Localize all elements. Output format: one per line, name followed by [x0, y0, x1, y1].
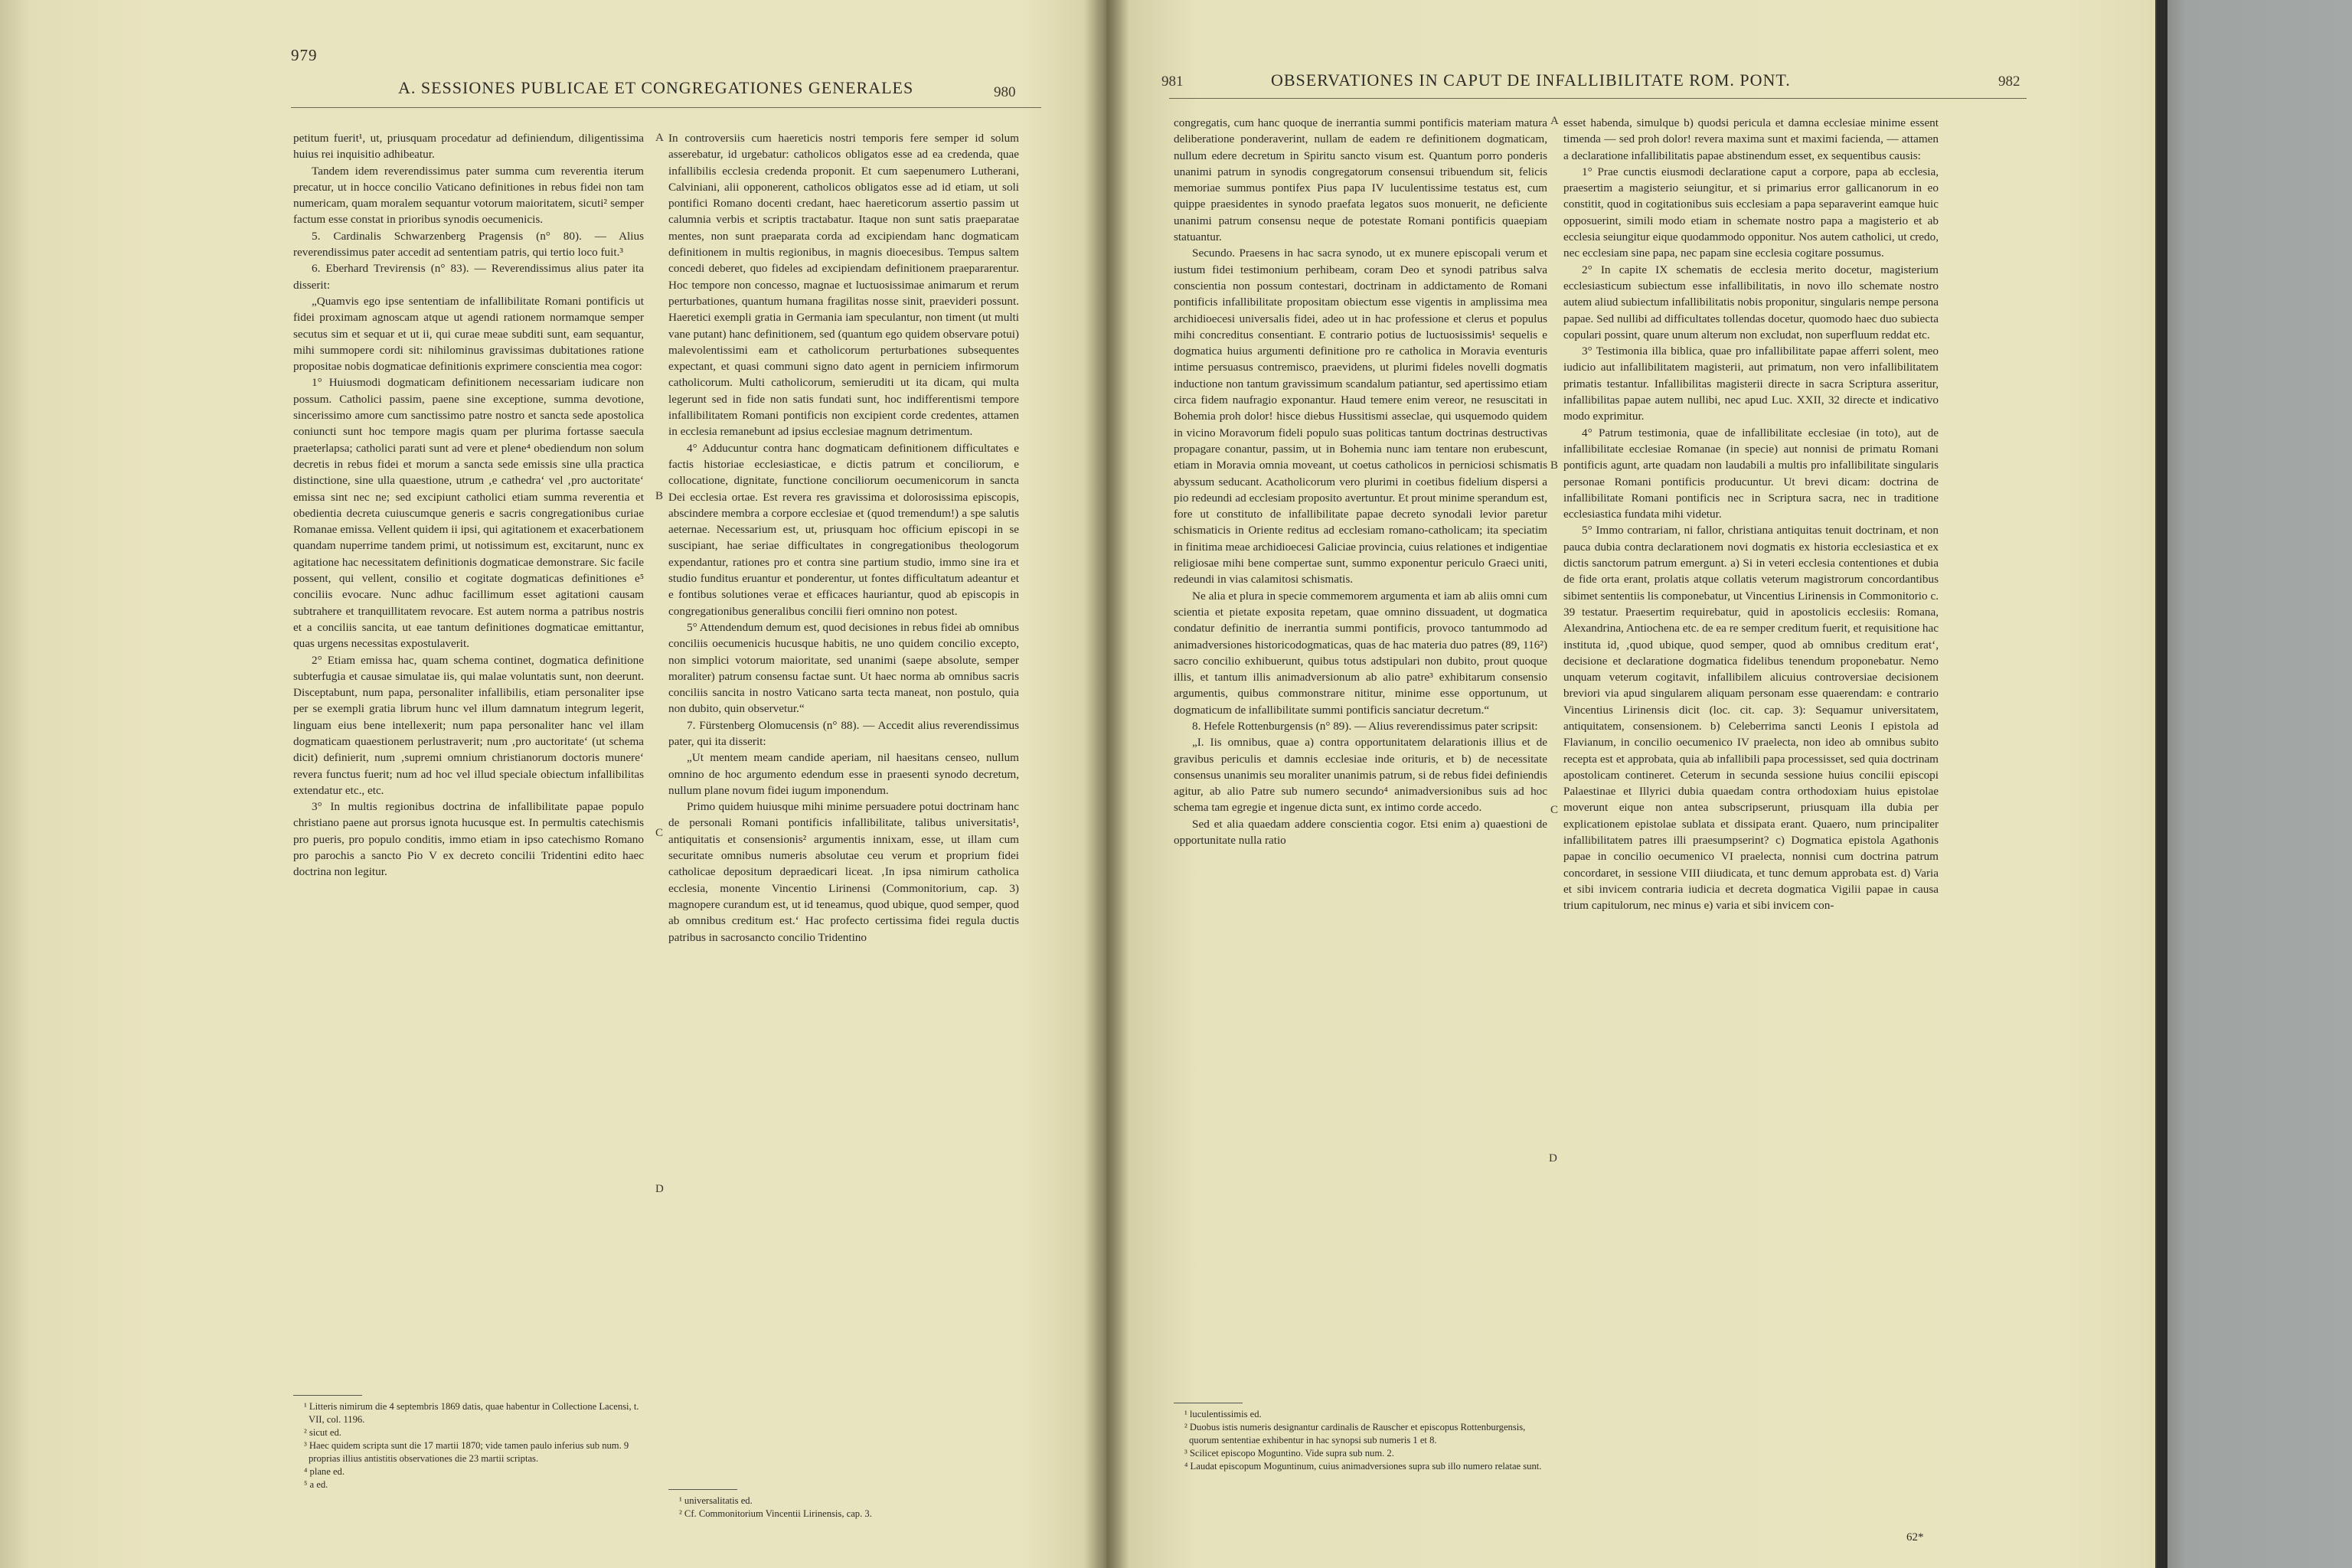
paragraph: 8. Hefele Rottenburgensis (n° 89). — Alius reverendissimus pater scripsit: [1192, 719, 1538, 733]
footnote: ³ Scilicet episcopo Moguntino. Vide supra sub num. 2. [1184, 1448, 1394, 1459]
header-rule [291, 107, 1041, 108]
paragraph: In controversiis cum haereticis nostri temporis fere semper id solum asserebatur, id urgebatur: catholicos obligatos esse ad ea credenda, quae infallibilis ecclesia credenda proponit. Et cum saepenumero Lutherani, Calviniani, alii opponerent, catholicos obligatos esse ad id etiam, ut soli pontifici Romano docenti credant, haec haereticorum assertio passim ut calumnia verbis et scriptis tractabatur. Itaque non sunt satis praeparatae mentes, non sunt praeparata corda ad excipiendam hanc dogmaticam definitionem in multis regionibus, in magnis dioecesibus. Tempus saltem concedi deberet, quo fideles ad excipiendam definitionem praepararentur. Hoc tempore non concesso, magnae et luctuosissimae animarum et rerum perturbationes, quantum humana fragilitas nosse sinit, praevideri possunt. Haeretici exempli gratia in Germania iam speculantur, non timent (ut multi vane putant) hanc definitionem, sed (quantum ego quidem observare potui) malevolentissimi eam et catholicorum perturbationes subsequentes expectant, et quasi communi signo dato agent in perniciem infirmorum catholicorum. Multi catholicorum, semieruditi ut ita dicam, qui multa legerunt sed in fide non satis fundati sunt, hoc indifferentismi tempore infallibilitatem Romani pontificis non excipient corde credentes, attamen in ecclesia remanebunt ad ipsius ecclesiae magnum detrimentum. [668, 132, 1019, 439]
paragraph: 5° Attendendum demum est, quod decisiones in rebus fidei ab omnibus conciliis oecumenicis hucusque habitis, ne uno quidem concilio excepto, non simplici votorum maioritate, sed unanimi (saepe absolute, semper moraliter) patrum consensu factae sunt. Ut haec norma ab omnibus sacris conciliis sancita in nostro Vaticano sarta tecta maneat, non postulo, quia non dubito, quin observetur.“ [668, 620, 1019, 716]
paragraph: „Quamvis ego ipse sententiam de infallibilitate Romani pontificis ut fidei proximam agnoscam atque ut agendi rationem normamque semper secutus sim et sequar et ut ii, qui curae meae subditi sunt, eam sequantur, mihi summopere cordi sit: nihilominus gravissimas dubitationes ratione propositae nobis dogmaticae definitionis exprimere conscientia mea cogor: [293, 294, 644, 374]
footnote: ² Cf. Commonitorium Vincentii Lirinensis, cap. 3. [679, 1508, 872, 1519]
paragraph: Tandem idem reverendissimus pater summa cum reverentia iterum precatur, ut in hocce concilio Vaticano definitiones in rebus fidei non tam numericam, quam moralem sequantur votorum maioritatem, sicuti² semper factum esse constat in prioribus synodis oecumenicis. [293, 164, 644, 227]
footnote-rule [668, 1489, 737, 1490]
footnote: ² Duobus istis numeris designantur cardinalis de Rauscher et episcopus Rottenburgensis, quorum sententiae exhibentur in hac synopsi sub numeris 1 et 8. [1184, 1422, 1526, 1446]
paragraph: Secundo. Praesens in hac sacra synodo, ut ex munere episcopali verum et iustum fidei testimonium perhibeam, coram Deo et synodi patribus salva conscientia non possum contestari, doctrinam in addictamento de Romani pontificis infallibilitate propositam obiectum esse vigentis in amplissima mea archidioecesi universalis fidei, adeo ut in hac professione et clerus et populus mihi concreditus consentiant. E contrario potius de luctuosissimis¹ sequelis e dogmatica huius argumenti definitione pro re catholica in Moravia eventuris intime persuasus contremisco, praevidens, ut plurimi fideles novelli dogmatis inductione non tantum gravissimum scandalum patiantur, sed apertissimo etiam circa fidem naufragio exponantur. Haud temere enim vereor, ne resuscitati in Bohemia proh dolor! hisce diebus Hussitismi asseclae, qui usquemodo quidem in vicino Moravorum fideli populo suas politicas tantum doctrinas destructivas propagare conantur, passim, ut in Bohemia nunc iam tentare non erubescunt, etiam in Moravia omnia moveant, ut coetus catholicos in perniciosi schismatis abyssum seducant. Acatholicorum vero plurimi in coetibus fidelium dispersi a pio redeundi ad ecclesiam proposito avertuntur. Et prout minime sperandum est, fore ut constituto de infallibilitate papae decreto synodali levior paretur schismaticis in Oriente reditus ad ecclesiam romano-catholicam; ita speciatim in finitima meae archidioecesi Galiciae provincia, cuius relationes et indigentiae religiosae mihi bene compertae sunt, summo exponentur periculo Graeci uniti, redeundi in vias calamitosi schismatis. [1174, 247, 1547, 586]
margin-letter-d: D [655, 1183, 664, 1195]
paragraph: 4° Patrum testimonia, quae de infallibilitate ecclesiae (in toto), aut de infallibilitate ecclesiae Romanae (in specie) aut nonnisi de primatu Romani pontificis agunt, arte quadam non laudabili a multis pro infallibilitate singularis personae Romani pontificis producuntur. Ut brevi dicam: doctrina de infallibilitate Romani pontificis nec in Scriptura sacra, nec in traditione ecclesiastica fundata mihi videtur. [1563, 426, 1939, 521]
footnote: ⁴ plane ed. [304, 1466, 345, 1477]
footnote: ⁵ a ed. [304, 1479, 328, 1490]
footnote: ⁴ Laudat episcopum Moguntinum, cuius animadversiones supra sub illo numero relatae sunt. [1184, 1461, 1542, 1472]
paragraph: 2° In capite IX schematis de ecclesia merito docetur, magisterium ecclesiasticum subiectum esse infallibilitatis, in novo illo schemate nostro autem aliud subiectum infallibilitatis nobis proponitur, singularis nempe persona papae. Sed nullibi ad difficultates tollendas docetur, quomodo haec duo subiecta copulari possint, quare unum alterum non excludat, non superfluum reddat etc. [1563, 263, 1939, 341]
paragraph: 3° In multis regionibus doctrina de infallibilitate papae populo christiano paene aut prorsus ignota hucusque est. In permultis catechismis pro pueris, pro populo conditis, immo etiam in ipso catechismo Romano pro parochis a sancto Pio V ex decreto concilii Tridentini edito haec doctrina non legitur. [293, 800, 644, 879]
margin-letter-b: B [655, 490, 664, 502]
running-head-left: A. SESSIONES PUBLICAE ET CONGREGATIONES GENERALES [398, 78, 914, 97]
margin-letter-b: B [1550, 459, 1559, 472]
running-head-right: OBSERVATIONES IN CAPUT DE INFALLIBILITATE ROM. PONT. [1271, 70, 1791, 90]
paragraph: petitum fuerit¹, ut, priusquam procedatur ad definiendum, diligentissima huius rei inquisitio adhibeatur. [293, 132, 644, 162]
footnote: ¹ universalitatis ed. [679, 1495, 753, 1506]
footnote: ³ Haec quidem scripta sunt die 17 martii 1870; vide tamen paulo inferius sub num. 9 proprias illius antistitis observationes die 23 martii scriptas. [304, 1440, 629, 1464]
paragraph: Sed et alia quaedam addere conscientia cogor. Etsi enim a) quaestioni de opportunitate nulla ratio [1174, 817, 1547, 848]
paragraph: Ne alia et plura in specie commemorem argumenta et iam ab aliis omni cum scientia et pietate exposita repetam, quae omnino dissuadent, ut dogmatica condatur definitio de inerrantia summi pontificis, provoco tantummodo ad animadversiones historicodogmaticas, quas de hac materia duo patres (89, 116²) sacro concilio exhibuerunt, quibus totus adstipulari non dubito, prout quoque illis, et tantum illis animadversionum ab alio patre³ exhibitarum consensio argumentis, quibus commonstrare nititur, minime esse opportunum, ut dogmaticum de infallibilitate summi pontificis sanciatur decretum.“ [1174, 589, 1547, 717]
board-edge [2157, 0, 2167, 1568]
paragraph: Primo quidem huiusque mihi minime persuadere potui doctrinam hanc de personali Romani pontificis infallibilitate, talibus universitatis¹, antiquitatis et consensionis² argumentis innixam, esse, ut illam cum securitate omnibus numeris absolutae ceu verum et proprium fidei catholicae depositum depraedicari liceat. ‚In ipsa nimirum catholica ecclesia, monente Vincentio Lirinensi (Commonitorium, cap. 3) magnopere curandum est, ut id teneamus, quod ubique, quod semper, quod ab omnibus creditum est.‘ Hac profecto certissima fidei regula ductis patribus in sacrosancto concilio Tridentino [668, 800, 1019, 944]
page-number-982: 982 [1998, 74, 2020, 90]
footnotes-left-col-1 [293, 1395, 644, 1491]
margin-letter-a: A [655, 132, 664, 144]
paragraph: 5° Immo contrariam, ni fallor, christiana antiquitas tenuit doctrinam, et non pauca dubia contra declarationem novi dogmatis ex historia ecclesiastica et ex dictis sanctorum patrum emergunt. a) Si in veteri ecclesia contentiones et dubia de fide orta erant, prolatis atque collatis veterum magistrorum concordantibus sibimet sententiis lis componebatur, ut Vincentius Lirinensis in Commonitorio c. 39 testatur. Praesertim requirebatur, quid in apostolicis ecclesiis: Romana, Alexandrina, Antiochena etc. de ea re semper creditum fuerit, et requisitione hac instituta id, ‚quod ubique, quod semper, quod ab omnibus creditum erat‘, decisione et declaratione dogmatica fidelibus tenendum proponebatur. Nemo unquam veterum cogitavit, infallibilem alicuius controversiae decisionem breviori via apud singularem aliquam personam esse quaerendam: e contrario Vincentius Lirinensis dicit (loc. cit. cap. 3): Sequamur universitatem, antiquitatem, consensionem. b) Celeberrima sancti Leonis I epistola ad Flavianum, in concilio oecumenico IV praelecta, non ideo ab omnibus subito recepta est et approbata, quia ab infallibili papa processisset, sed quia doctrinam apostolicam contineret. Ceterum in secunda sessione huius concilii episcopi Palaestinae et Illyrici dubia quaedam contra orthodoxiam huius epistolae moverunt eique non antea subscripserunt, priusquam illa dubia per explicationem epistolae sublata et dissipata erant. Quaero, num principaliter infallibilitatem patres illi praesumpserint? c) Dogmatica epistola Agathonis papae in concilio oecumenico VI praelecta, nonnisi cum doctrina patrum concordaret, in sessione VIII diiudicata, et tunc demum approbata est. d) Varia et sibi invicem contraria iudicia et decreta dogmatica Vigilii papae in causa trium capitulorum, nec minus e) varia et sibi invicem con- [1563, 524, 1939, 913]
signature-mark: 62* [1906, 1531, 1924, 1544]
left-page-column-2 [668, 130, 1019, 946]
footnotes-right-col-1 [1174, 1403, 1547, 1473]
page-number-981: 981 [1161, 74, 1184, 90]
header-rule [1169, 98, 2027, 99]
margin-letter-c: C [655, 827, 664, 839]
paragraph: esset habenda, simulque b) quodsi pericula et damna ecclesiae minime essent timenda — sed proh dolor! revera maxima sunt et maximi facienda, — attamen a declaratione infallibilitatis papae abstinendum esset, ex sequentibus causis: [1563, 116, 1939, 162]
page-number-979: 979 [291, 46, 318, 64]
paragraph: „Ut mentem meam candide aperiam, nil haesitans censeo, nullum omnino de hoc argumento edendum esse in praesenti synodo decretum, nullum plane novum fidei iugum imponendum. [668, 751, 1019, 797]
paragraph: 3° Testimonia illa biblica, quae pro infallibilitate papae afferri solent, meo iudicio aut infallibilitatem magisterii, aut primatum, non vero infallibilitatem primatis testantur. Infallibilitas magisterii directe in sacra Scriptura asseritur, infallibilitas papae autem nullibi, nec apud Luc. XXII, 32 directe et indicativo modo exprimitur. [1563, 345, 1939, 423]
footnote: ¹ luculentissimis ed. [1184, 1409, 1262, 1419]
margin-letter-a: A [1550, 115, 1559, 127]
paragraph: „I. Iis omnibus, quae a) contra opportunitatem delarationis illius et de gravibus periculis et damnis ecclesiae inde orituris, et b) de necessitate consensus unanimis seu moraliter unanimis patrum, si de rebus fidei definiendis agitur, ab alio Patre sub numero secundo⁴ animadversionibus suis ad hoc schema tam egregie et ingenue dicta sunt, ex intimo corde accedo. [1174, 736, 1547, 815]
paragraph: 1° Huiusmodi dogmaticam definitionem necessariam iudicare non possum. Catholici passim, paene sine exceptione, summa devotione, sincerissimo amore cum sanctissimo patre nostro et sancta sede apostolica coniuncti sunt hoc tempore magis quam per plurima fortasse saecula praeterlapsa; catholici parati sunt ad vere et plene⁴ obediendum non solum decretis in rebus fidei et morum a sancta sede emissis sine ulla practica distinctione, sine ulla quaestione, utrum ‚e cathedra‘ vel ‚pro auctoritate‘ emissa sint nec ne; sed excipiunt catholici etiam summa reverentia et obedientia decreta cuiuscumque generis e sacris congregationibus curiae Romanae emissa. Vellent quidem ii ipsi, qui agitationem et exacerbationem quandam nuperrime tandem primi, ut notissimum est, excitarunt, nunc ex agitatione hac necessitatem definitionis dogmaticae demonstrare. Sic facile possent, qui vellent, consilio et cogitate dogmaticas definitiones e⁵ conciliis evocare. Nunc adhuc facillimum esset agitationi causam subtrahere et tranquillitatem revocare. Est autem norma a patribus nostris et a conciliis sancita, ut eae tantum definitiones dogmaticae emittantur, quas urgens necessitas expostulaverit. [293, 376, 644, 651]
right-page [1106, 0, 2155, 1568]
footnotes-left-col-2 [668, 1489, 1019, 1521]
left-page [0, 0, 1106, 1568]
paragraph: 4° Adducuntur contra hanc dogmaticam definitionem difficultates e factis historiae ecclesiasticae, e dictis patrum et conciliorum, e collocatione, dignitate, functione conciliorum oecumenicorum in sancta Dei ecclesia ortae. Est revera res gravissima et dolorosissima episcopis, abscindere membra a corpore ecclesiae et (quod tremendum!) a spe salutis aeternae. Necessarium est, ut, priusquam hoc officium episcopi in se suscipiant, hae seriae difficultates in congregationibus theologorum expendantur, rationes pro et contra sine partium studio, immo sine ira et studio funditus eruantur et ponderentur, ut fontes difficultatum adeantur et e fontibus solutiones verae et efficaces hauriantur, quod ab episcopis in congregationibus generalibus concilii fieri omnino non potest. [668, 441, 1019, 618]
paragraph: 2° Etiam emissa hac, quam schema continet, dogmatica definitione subterfugia et causae simulatae iis, qui malae voluntatis sunt, non deerunt. Disceptabunt, num papa, personaliter infallibilis, etiam personaliter ipse per se exempli gratia librum hunc vel illum damnatum integrum legerit, linguam eius bene intellexerit; num papa personaliter hanc vel illam dogmaticam quaestionem perlustraverit; num ‚pro auctoritate‘ (ut schema dicit) definierit, num ‚supremi omnium christianorum doctoris munere‘ revera functus fuerit; num ad hoc vel illud speciale obiectum infallibilitas extendatur etc., etc. [293, 653, 644, 797]
right-page-column-1 [1174, 115, 1547, 848]
paragraph: 7. Fürstenberg Olomucensis (n° 88). — Accedit alius reverendissimus pater, qui ita disserit: [668, 718, 1019, 748]
book-cover-board [2155, 0, 2352, 1568]
paragraph: congregatis, cum hanc quoque de inerrantia summi pontificis materiam matura deliberatione ponderaverint, nullam de eadem re definitionem dogmaticam, nullum edere decretum in Spiritu sancto visum est. Quantum porro ponderis unanimi patrum in synodis congregatorum consensui tribuendum sit, felicis memoriae summus pontifex Pius papa IV luculentissime testatus est, cum quippe praesidentes in synodo praefata legatos suos monuerit, ne deficiente unanimi patrum consensu neque de potestate Romani pontificis quaepiam statuantur. [1174, 116, 1547, 244]
paragraph: 6. Eberhard Trevirensis (n° 83). — Reverendissimus alius pater ita disserit: [293, 262, 644, 292]
right-page-column-2 [1563, 115, 1939, 914]
margin-letter-c: C [1550, 804, 1559, 816]
left-page-column-1 [293, 130, 644, 880]
footnote-rule [293, 1395, 362, 1396]
margin-letter-d: D [1549, 1152, 1557, 1165]
footnote: ¹ Litteris nimirum die 4 septembris 1869 datis, quae habentur in Collectione Lacensi, t. VII, col. 1196. [304, 1401, 639, 1425]
paragraph: 1° Prae cunctis eiusmodi declaratione caput a corpore, papa ab ecclesia, praesertim a magisterio seiungitur, et si primarius error gallicanorum in eo constitit, quod in cogitationibus suis ecclesiam a papa separaverint eamque huic opposuerint, simili modo etiam in schemate nostro papa a magisterio et ab ecclesia seiungitur eique quodammodo opponitur. Nos autem catholici, ut credo, nec ecclesiam sine papa, nec papam sine ecclesia cogitare possumus. [1563, 165, 1939, 260]
page-number-980: 980 [994, 84, 1016, 100]
footnote: ² sicut ed. [304, 1427, 341, 1438]
book-gutter [1083, 0, 1129, 1568]
paragraph: 5. Cardinalis Schwarzenberg Pragensis (n° 80). — Alius reverendissimus pater accedit ad sententiam patris, qui tertio loco fuit.³ [293, 229, 644, 260]
